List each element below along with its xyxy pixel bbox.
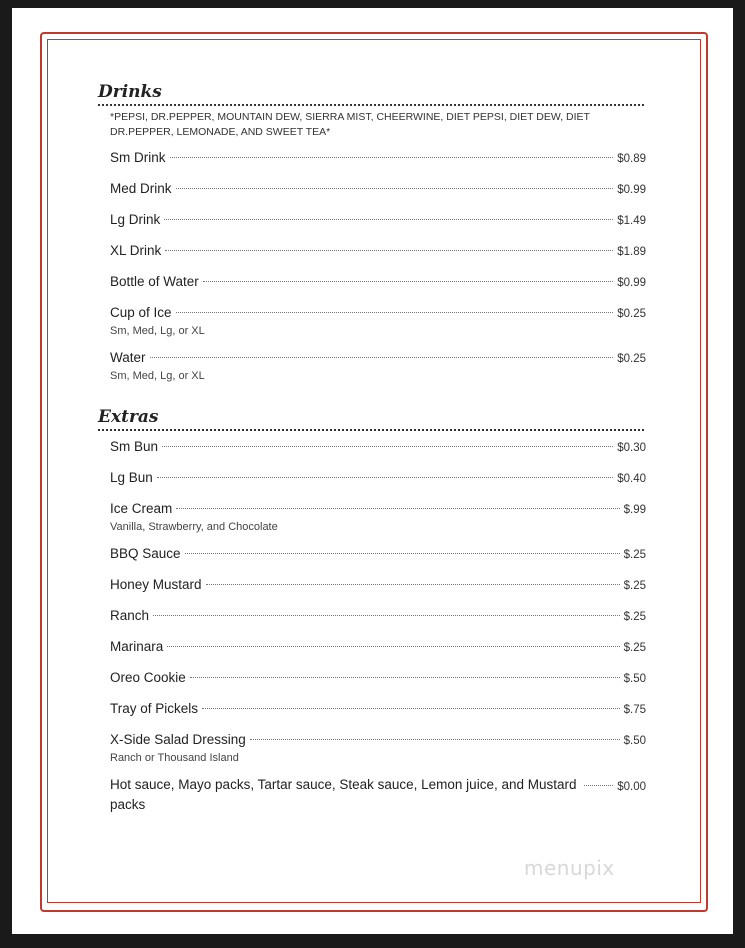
item-name: Ranch (110, 608, 150, 623)
section-divider (98, 104, 644, 106)
menu-item (110, 179, 646, 200)
item-name: Sm Bun (110, 439, 159, 454)
item-name: Tray of Pickels (110, 701, 199, 716)
item-price: $.75 (623, 704, 646, 716)
item-name: Ice Cream (110, 501, 173, 516)
item-price: $.50 (623, 673, 646, 685)
leader-dots (176, 188, 614, 189)
leader-dots (185, 553, 620, 554)
menu-item (110, 348, 646, 383)
leader-dots (584, 785, 613, 786)
leader-dots (176, 312, 614, 313)
item-name: Oreo Cookie (110, 670, 186, 685)
menu-item (110, 437, 646, 458)
item-name: Bottle of Water (110, 274, 199, 289)
item-name: Marinara (110, 639, 164, 654)
item-name: Hot sauce, Mayo packs, Tartar sauce, Steak sauce, Lemon juice, and Mustard packs (110, 777, 577, 812)
leader-dots (176, 508, 619, 509)
menu-item (110, 699, 646, 720)
menu-item (110, 148, 646, 169)
menu-item (110, 544, 646, 565)
menu-item (110, 575, 646, 596)
item-description: Sm, Med, Lg, or XL (110, 370, 205, 382)
menu-item (110, 606, 646, 627)
leader-dots (157, 477, 613, 478)
leader-dots (167, 646, 619, 647)
item-description: Sm, Med, Lg, or XL (110, 325, 205, 337)
item-price: $0.99 (617, 184, 646, 196)
leader-dots (250, 739, 620, 740)
leader-dots (164, 219, 613, 220)
item-name: Water (110, 350, 146, 365)
item-name: BBQ Sauce (110, 546, 181, 561)
leader-dots (202, 708, 620, 709)
item-price: $0.89 (617, 153, 646, 165)
leader-dots (165, 250, 613, 251)
menu-item (110, 272, 646, 293)
menu-item (110, 668, 646, 689)
item-price: $0.40 (617, 473, 646, 485)
menu-item (110, 775, 646, 815)
menu-item (110, 241, 646, 262)
item-price: $.25 (623, 580, 646, 592)
item-description: Ranch or Thousand Island (110, 752, 239, 764)
leader-dots (206, 584, 620, 585)
item-price: $0.25 (617, 353, 646, 365)
item-price: $.99 (623, 504, 646, 516)
section-title-drinks: Drinks (98, 82, 162, 102)
section-divider (98, 429, 644, 431)
item-name: Lg Drink (110, 212, 161, 227)
menu-content (98, 80, 648, 815)
item-name: Cup of Ice (110, 305, 172, 320)
item-price: $.25 (623, 611, 646, 623)
leader-dots (170, 157, 614, 158)
section-title-extras: Extras (98, 407, 159, 427)
watermark-logo: menupix (524, 856, 615, 880)
menu-item (110, 637, 646, 658)
item-name: X-Side Salad Dressing (110, 732, 246, 747)
menu-item (110, 303, 646, 338)
item-price: $1.89 (617, 246, 646, 258)
menu-item (110, 730, 646, 765)
item-name: Sm Drink (110, 150, 166, 165)
menu-item (110, 468, 646, 489)
leader-dots (190, 677, 620, 678)
leader-dots (153, 615, 620, 616)
menu-item (110, 499, 646, 534)
item-name: Med Drink (110, 181, 172, 196)
leader-dots (150, 357, 614, 358)
menu-page (12, 8, 733, 934)
item-price: $0.00 (617, 781, 646, 793)
item-price: $0.99 (617, 277, 646, 289)
item-price: $.25 (623, 642, 646, 654)
item-name: XL Drink (110, 243, 162, 258)
item-description: Vanilla, Strawberry, and Chocolate (110, 521, 278, 533)
item-price: $0.25 (617, 308, 646, 320)
leader-dots (203, 281, 613, 282)
menu-item (110, 210, 646, 231)
item-name: Lg Bun (110, 470, 153, 485)
item-price: $0.30 (617, 442, 646, 454)
item-price: $1.49 (617, 215, 646, 227)
item-price: $.25 (623, 549, 646, 561)
item-price: $.50 (623, 735, 646, 747)
item-name: Honey Mustard (110, 577, 202, 592)
leader-dots (162, 446, 613, 447)
drinks-note: *PEPSI, DR.PEPPER, MOUNTAIN DEW, SIERRA MIST, CHEERWINE, DIET PEPSI, DIET DEW, DIET DR.PEPPER, LEMONADE, AND SWEET TEA* (110, 111, 590, 138)
